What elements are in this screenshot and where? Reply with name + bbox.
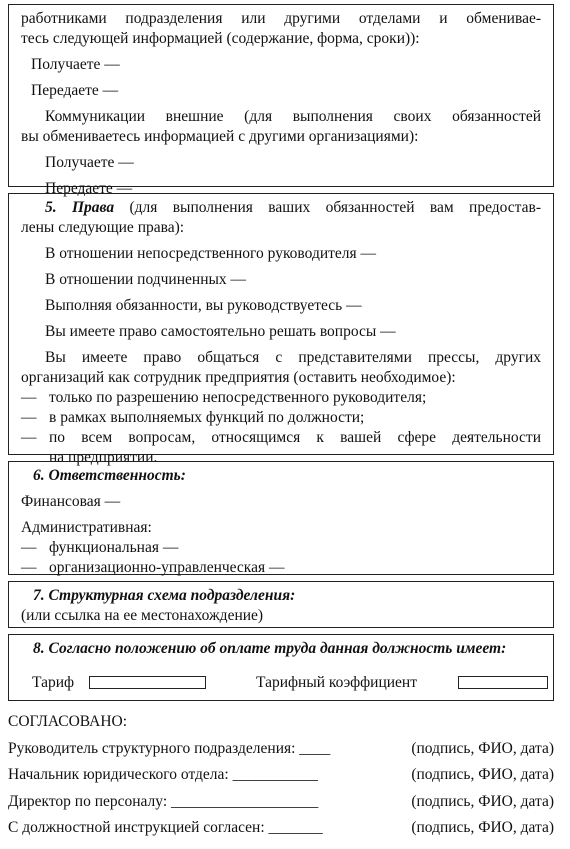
responsibility-heading: 6. Ответственность: — [33, 467, 186, 484]
tariff-label: Тариф — [32, 674, 75, 691]
tariff-field[interactable] — [89, 676, 206, 689]
responsibility-admin: Административная: — [21, 519, 152, 536]
rights-heading: 5. Права — [45, 199, 115, 216]
press-option-3-cont: на предприятии. — [49, 449, 158, 466]
approval-row-head-of-unit: Руководитель структурного подразделения: ____ (подпись, ФИО, дата) — [8, 740, 554, 757]
signature-hint: (подпись, ФИО, дата) — [411, 766, 554, 783]
approval-title: СОГЛАСОВАНО: — [8, 713, 128, 730]
signature-hint: (подпись, ФИО, дата) — [411, 793, 554, 810]
rights-item-decisions: Вы имеете право самостоятельно решать вопросы — — [45, 323, 396, 340]
press-option-1: — только по разрешению непосредственного руководителя; — [21, 389, 427, 406]
coef-field[interactable] — [458, 676, 548, 689]
rights-item-subordinates: В отношении подчиненных — — [45, 271, 247, 288]
external-comm-line-2: вы обмениваетесь информацией с другими организациями): — [21, 128, 419, 145]
responsibility-orgman: — организационно-управленческая — — [21, 559, 285, 576]
rights-item-press-line-2: организаций как сотрудник предприятия (оставить необходимое): — [21, 369, 456, 386]
rights-intro-line-1: 5. Права (для выполнения ваших обязанностей вам предостав- — [45, 199, 541, 216]
external-comm-line-1: Коммуникации внешние (для выполнения своих обязанностей — [45, 108, 541, 125]
internal-receive: Получаете — — [31, 56, 120, 73]
approval-row-hr-director: Директор по персоналу: ___________________ (подпись, ФИО, дата) — [8, 793, 554, 810]
responsibility-box — [8, 461, 554, 575]
signature-hint: (подпись, ФИО, дата) — [411, 819, 554, 836]
structure-heading: 7. Структурная схема подразделения: — [33, 587, 296, 604]
internal-comm-line-2: тесь следующей информацией (содержание, форма, сроки)): — [21, 30, 420, 47]
external-receive: Получаете — — [45, 154, 134, 171]
rights-item-manager: В отношении непосредственного руководителя — — [45, 245, 377, 262]
press-option-2: — в рамках выполняемых функций по должности; — [21, 409, 365, 426]
press-option-3: — по всем вопросам, относящимся к вашей сфере деятельности — [21, 429, 541, 446]
external-send: Передаете — — [45, 180, 133, 197]
communications-box — [8, 4, 554, 197]
internal-send: Передаете — — [31, 82, 119, 99]
rights-intro-line-2: лены следующие права): — [21, 219, 185, 236]
pay-heading: 8. Согласно положению об оплате труда данная должность имеет: — [33, 640, 507, 657]
structure-box — [8, 581, 554, 628]
responsibility-financial: Финансовая — — [21, 493, 121, 510]
coef-label: Тарифный коэффициент — [256, 674, 418, 691]
rights-item-press-line-1: Вы имеете право общаться с представителями прессы, других — [45, 349, 541, 366]
approval-row-legal: Начальник юридического отдела: ___________ (подпись, ФИО, дата) — [8, 766, 554, 783]
responsibility-functional: — функциональная — — [21, 539, 179, 556]
signature-hint: (подпись, ФИО, дата) — [411, 740, 554, 757]
rights-item-guidance: Выполняя обязанности, вы руководствуетесь — — [45, 297, 362, 314]
rights-box — [8, 193, 554, 466]
approval-row-employee: С должностной инструкцией согласен: _______ (подпись, ФИО, дата) — [8, 819, 554, 836]
pay-box — [8, 634, 554, 701]
structure-note: (или ссылка на ее местонахождение) — [21, 607, 264, 624]
internal-comm-line-1: работниками подразделения или другими отделами и обменивае- — [21, 10, 541, 27]
